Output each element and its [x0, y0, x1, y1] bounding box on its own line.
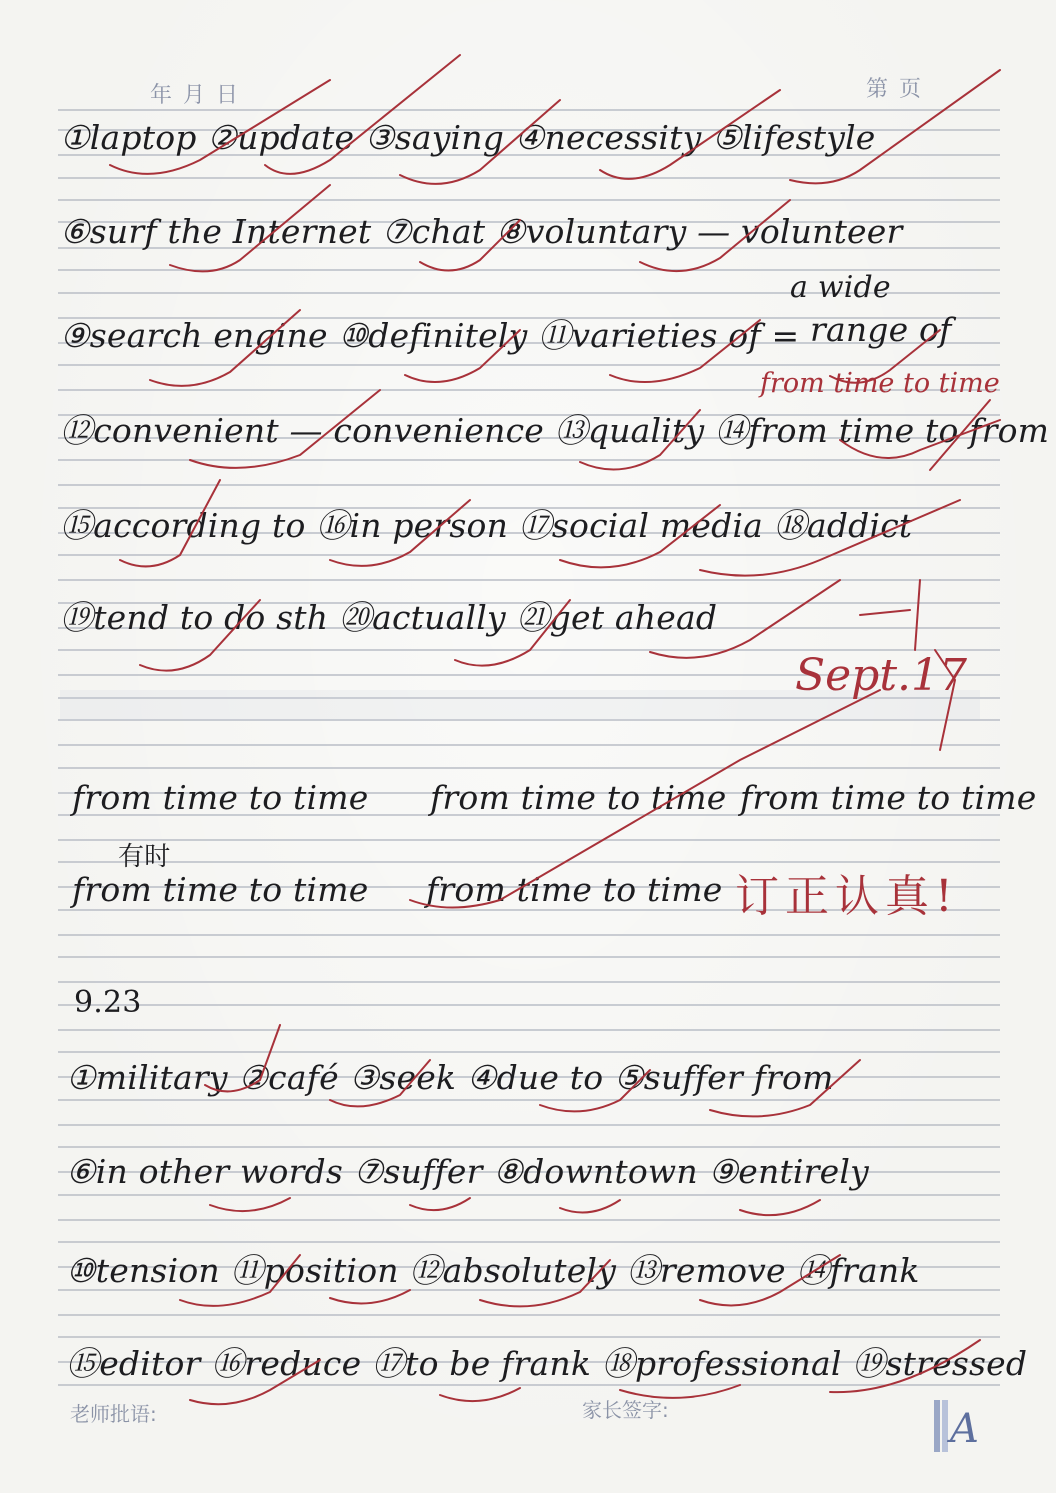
grade-date: Sept.17 [795, 650, 968, 701]
practice-1c: from time to time [740, 778, 1037, 817]
svg-text:A: A [950, 1406, 979, 1452]
brand-logo-icon [930, 1390, 990, 1460]
practice-2b: from time to time [426, 870, 723, 909]
practice-1a: from time to time [72, 778, 369, 817]
insert-a-wide: a wide [790, 270, 891, 305]
practice-1b: from time to time [430, 778, 727, 817]
vocab-line-3: ⑨search engine ⑩definitely ⑪varieties of = [60, 316, 800, 355]
teacher-comment: 订正认真! [735, 871, 959, 922]
vocab-line-5: ⑮according to ⑯in person ⑰social media ⑱addict [60, 506, 913, 545]
teacher-remark-label: 老师批语: [70, 1402, 157, 1426]
vocab2-line-4: ⑮editor ⑯reduce ⑰to be frank ⑱professional ⑲stressed [66, 1344, 1028, 1383]
vocab-line-2: ⑥surf the Internet ⑦chat ⑧voluntary — volunteer [60, 212, 903, 251]
note-cn: 有时 [118, 842, 171, 872]
page-label: 第 页 [866, 77, 923, 102]
range-of: range of [810, 310, 952, 349]
date-label: 年 月 日 [150, 83, 240, 108]
parent-signature-label: 家长签字: [582, 1398, 669, 1422]
red-correction: from time to time [760, 368, 1000, 399]
vocab2-line-2: ⑥in other words ⑦suffer ⑧downtown ⑨entirely [66, 1152, 869, 1191]
vocab-line-1: ①laptop ②update ③saying ④necessity ⑤lifestyle [60, 118, 876, 157]
vocab2-line-1: ①military ②café ③seek ④due to ⑤suffer from [66, 1058, 834, 1097]
vocab-line-6: ⑲tend to do sth ⑳actually ㉑get ahead [60, 598, 718, 637]
practice-2a: from time to time [72, 870, 369, 909]
vocab-line-4: ⑫convenient — convenience ⑬quality ⑭from time to from [60, 411, 1050, 450]
vocab2-line-3: ⑩tension ⑪position ⑫absolutely ⑬remove ⑭frank [66, 1251, 920, 1290]
date-9-23: 9.23 [74, 985, 142, 1020]
